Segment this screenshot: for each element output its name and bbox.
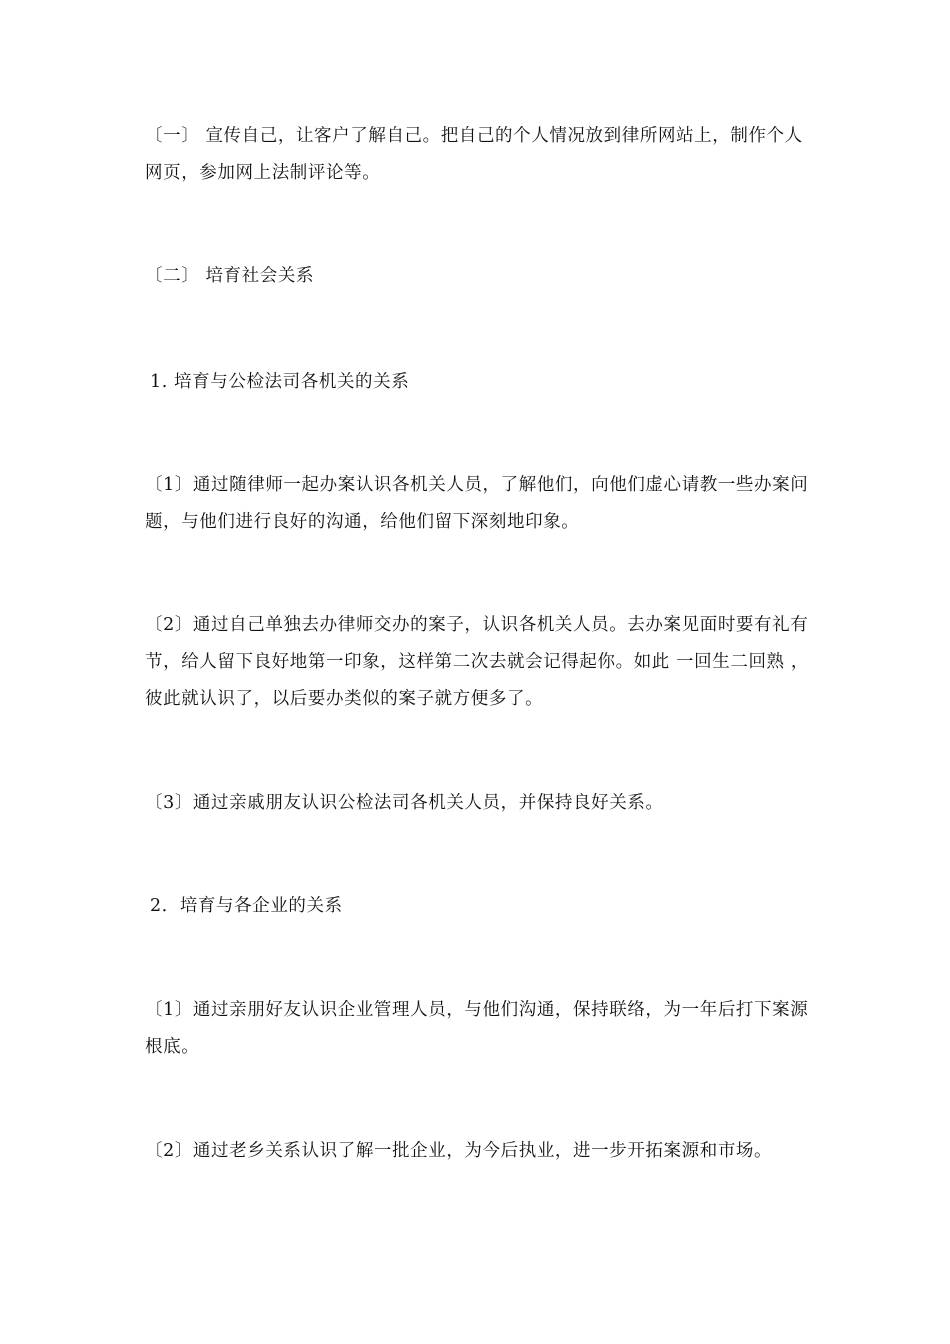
paragraph-item-2-2: 〔2〕通过老乡关系认识了解一批企业，为今后执业，进一步开拓案源和市场。 — [145, 1141, 773, 1161]
heading-item-2: 2．培育与各企业的关系 — [150, 896, 343, 916]
paragraph-item-2-1: 〔1〕通过亲朋好友认识企业管理人员，与他们沟通，保持联络，为一年后打下案源根底。 — [145, 1000, 809, 1057]
heading-section-two: 〔二〕 培育社会关系 — [145, 266, 315, 286]
paragraph-item-1-2: 〔2〕通过自己单独去办律师交办的案子，认识各机关人员。去办案见面时要有礼有节，给人留下良好地第一印象，这样第二次去就会记得起你。如此 一回生二回熟 ，彼此就认识了，以后要办类似的案子就方便多了。 — [145, 615, 809, 709]
paragraph-section-one: 〔一〕 宣传自己，让客户了解自己。把自己的个人情况放到律所网站上，制作个人网页，参加网上法制评论等。 — [145, 126, 803, 183]
paragraph-item-1-1: 〔1〕通过随律师一起办案认识各机关人员，了解他们，向他们虚心请教一些办案问题，与他们进行良好的沟通，给他们留下深刻地印象。 — [145, 475, 809, 532]
heading-item-1: 1. 培育与公检法司各机关的关系 — [150, 372, 410, 392]
paragraph-item-1-3: 〔3〕通过亲戚朋友认识公检法司各机关人员，并保持良好关系。 — [145, 793, 664, 813]
